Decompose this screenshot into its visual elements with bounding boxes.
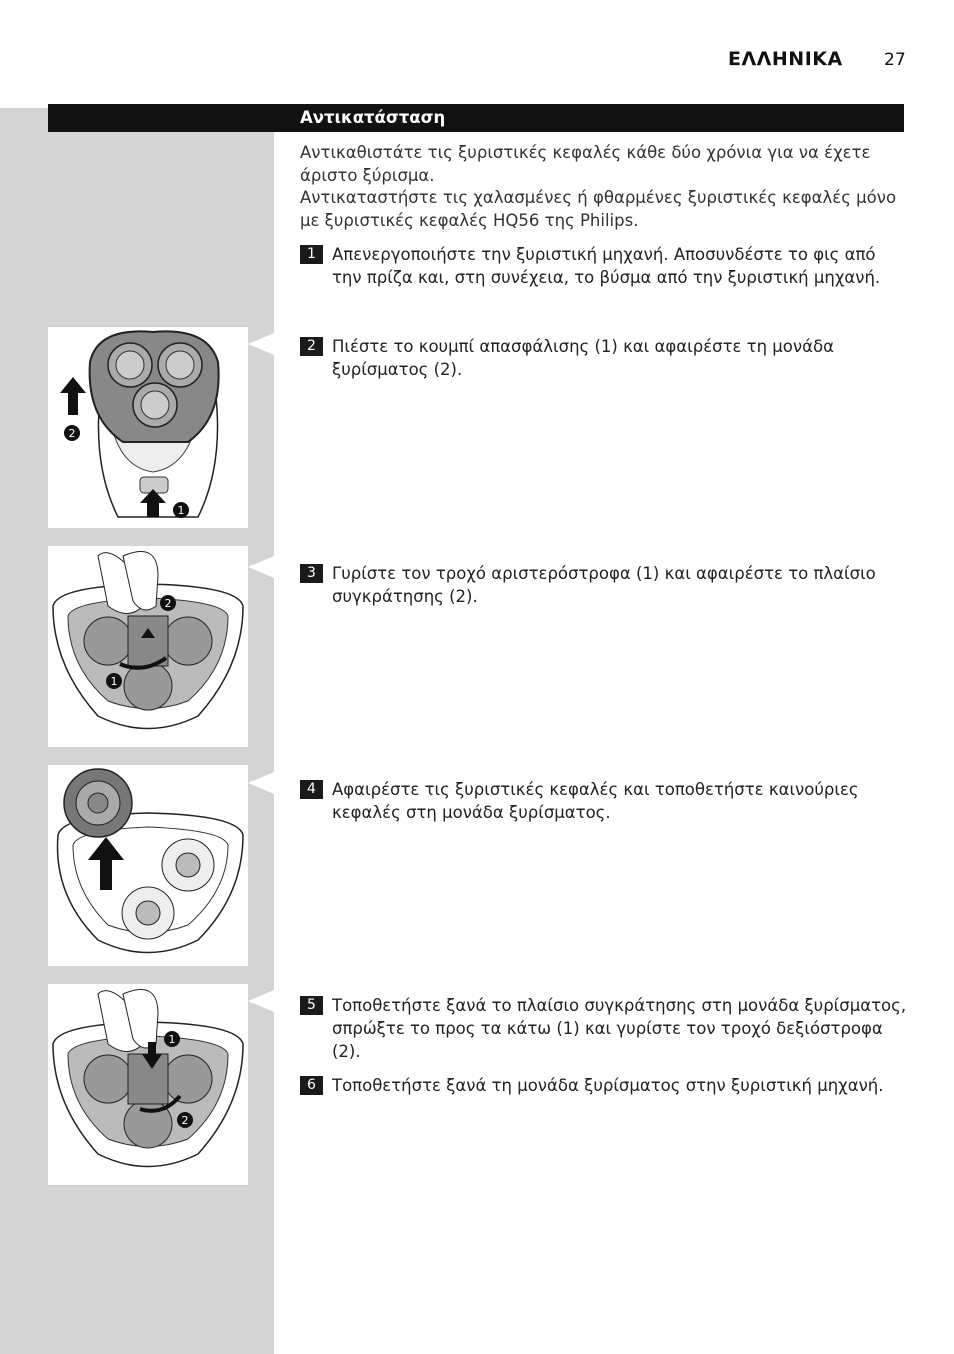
reinsert-frame-illustration — [48, 984, 248, 1185]
figure-pointer — [248, 772, 274, 794]
up-arrow-icon — [60, 377, 86, 415]
figure-pointer — [248, 990, 274, 1012]
step-text: Πιέστε το κουμπί απασφάλισης (1) και αφαιρέστε τη μονάδα ξυρίσματος (2). — [332, 337, 834, 379]
step-6 — [300, 1074, 910, 1097]
step-2 — [300, 335, 910, 381]
intro-paragraph-1: Αντικαθιστάτε τις ξυριστικές κεφαλές κάθε δύο χρόνια για να έχετε άριστο ξύρισμα. — [300, 143, 871, 185]
step-text: Αφαιρέστε τις ξυριστικές κεφαλές και τοποθετήστε καινούριες κεφαλές στη μονάδα ξυρίσματος. — [332, 780, 859, 822]
step-4 — [300, 778, 910, 824]
figure-turn-wheel-counterclockwise — [48, 546, 248, 747]
step-number-badge: 6 — [300, 1076, 323, 1095]
shaving-heads-illustration — [48, 765, 248, 966]
step-number-badge: 3 — [300, 564, 323, 583]
figure-release-shaving-unit — [48, 327, 248, 528]
step-text: Τοποθετήστε ξανά τη μονάδα ξυρίσματος στην ξυριστική μηχανή. — [332, 1076, 884, 1095]
intro-text — [300, 142, 904, 232]
callout-number: 2 — [164, 597, 172, 610]
figure-turn-wheel-clockwise — [48, 984, 248, 1185]
callout-number: 1 — [168, 1033, 176, 1046]
retaining-frame-illustration — [48, 546, 248, 747]
step-5 — [300, 994, 910, 1063]
step-text: Απενεργοποιήστε την ξυριστική μηχανή. Αποσυνδέστε το φις από την πρίζα και, στη συνέχεια, το βύσμα από την ξυριστική μηχανή. — [332, 245, 881, 287]
figure-remove-shaving-heads — [48, 765, 248, 966]
step-3 — [300, 562, 910, 608]
figure-pointer — [248, 556, 274, 578]
step-text: Γυρίστε τον τροχό αριστερόστροφα (1) και αφαιρέστε το πλαίσιο συγκράτησης (2). — [332, 564, 876, 606]
language-header: ΕΛΛΗΝΙΚΑ — [728, 48, 843, 70]
callout-number: 1 — [177, 504, 185, 517]
step-text: Τοποθετήστε ξανά το πλαίσιο συγκράτησης στη μονάδα ξυρίσματος, σπρώξτε το προς τα κάτω (1) και γυρίστε τον τροχό δεξιόστροφα (2). — [332, 996, 907, 1061]
step-number-badge: 2 — [300, 337, 323, 356]
step-number-badge: 5 — [300, 996, 323, 1015]
figure-pointer — [248, 333, 274, 355]
shaver-illustration — [48, 327, 248, 528]
callout-number: 2 — [68, 427, 76, 440]
step-number-badge: 1 — [300, 245, 323, 264]
section-heading-bar — [48, 104, 904, 132]
callout-number: 1 — [110, 675, 118, 688]
step-number-badge: 4 — [300, 780, 323, 799]
step-1 — [300, 243, 910, 289]
section-title: Αντικατάσταση — [300, 108, 446, 127]
intro-paragraph-2: Αντικαταστήστε τις χαλασμένες ή φθαρμένες ξυριστικές κεφαλές μόνο με ξυριστικές κεφαλές HQ56 της Philips. — [300, 188, 897, 230]
callout-number: 2 — [181, 1114, 189, 1127]
page-number: 27 — [884, 50, 906, 70]
